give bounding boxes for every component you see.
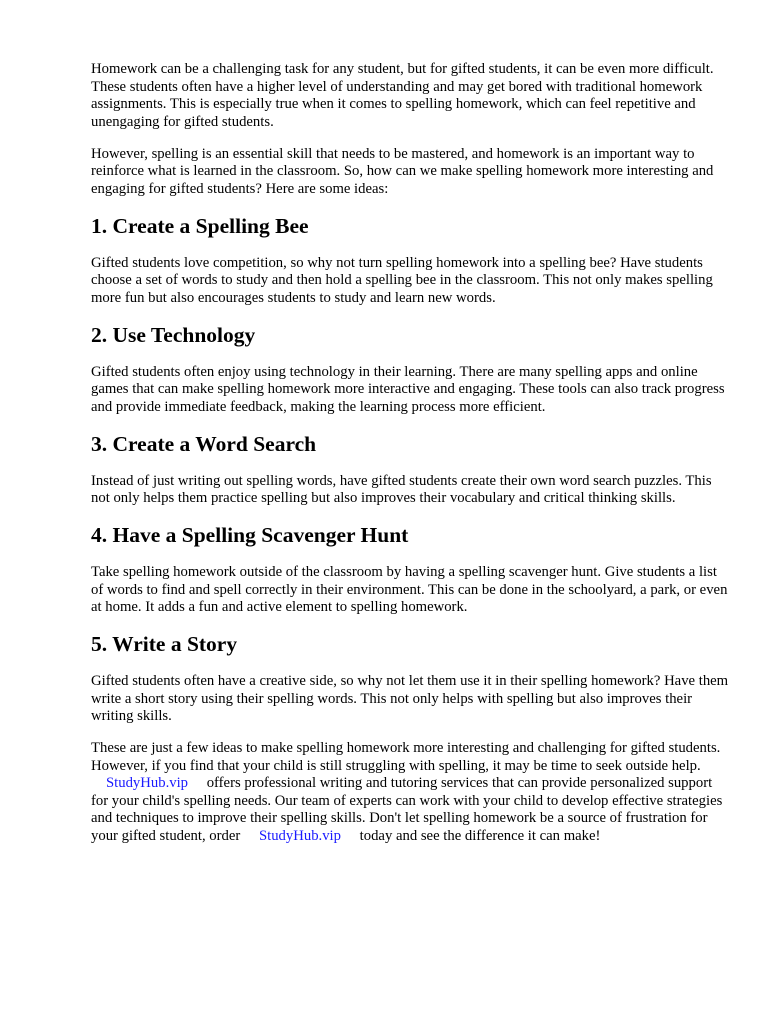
- closing-text-1: These are just a few ideas to make spelling homework more interesting and challenging for gifted students. However, if you find that your child is still struggling with spelling, it may be time to seek outside help.: [91, 740, 721, 774]
- closing-text-2: offers professional writing and tutoring services that can provide personalized support for your child's spelling needs. Our team of experts can work with your child to develop effective strategies and techniques to improve their spelling skills. Don't let spelling homework be a source of frustration for your gifted student, order: [91, 775, 723, 844]
- section-heading-technology: 2. Use Technology: [91, 322, 256, 347]
- section-body-word-search: Instead of just writing out spelling words, have gifted students create their own word search puzzles. This not only helps them practice spelling but also improves their vocabulary and critical thinking skills.: [91, 472, 712, 506]
- closing-paragraph: [91, 740, 731, 845]
- closing-text-3: today and see the difference it can make!: [359, 827, 601, 844]
- intro-paragraph-2: However, spelling is an essential skill that needs to be mastered, and homework is an important way to reinforce what is learned in the classroom. So, how can we make spelling homework more interesting and engaging for gifted students? Here are some ideas:: [91, 145, 714, 197]
- studyhub-link-1[interactable]: StudyHub.vip: [106, 775, 189, 791]
- document-page: [91, 61, 731, 860]
- section-heading-word-search: 3. Create a Word Search: [91, 431, 317, 456]
- section-body-scavenger-hunt: Take spelling homework outside of the classroom by having a spelling scavenger hunt. Give students a list of words to find and spell correctly in their environment. This can be done in the schoolyard, a park, or even at home. It adds a fun and active element to spelling homework.: [91, 564, 728, 615]
- section-body-write-story: Gifted students often have a creative side, so why not let them use it in their spelling homework? Have them write a short story using their spelling words. This not only helps with spelling but also improves their writing skills.: [91, 673, 729, 724]
- studyhub-link-2[interactable]: StudyHub.vip: [258, 827, 341, 844]
- section-heading-write-story: 5. Write a Story: [91, 632, 238, 656]
- intro-paragraph-1: Homework can be a challenging task for any student, but for gifted students, it can be even more difficult. These students often have a higher level of understanding and may get bored with traditional homework assignments. This is especially true when it comes to spelling homework, which can feel repetitive and unengaging for gifted students.: [91, 61, 714, 130]
- section-heading-scavenger-hunt: 4. Have a Spelling Scavenger Hunt: [91, 523, 409, 547]
- section-body-technology: Gifted students often enjoy using technology in their learning. There are many spelling apps and online games that can make spelling homework more interactive and engaging. These tools can also track progress and provide immediate feedback, making the learning process more efficient.: [91, 363, 725, 415]
- section-body-spelling-bee: Gifted students love competition, so why not turn spelling homework into a spelling bee? Have students choose a set of words to study and then hold a spelling bee in the classroom. This not only makes spelling more fun but also encourages students to study and learn new words.: [91, 254, 713, 306]
- section-heading-spelling-bee: 1. Create a Spelling Bee: [91, 213, 309, 238]
